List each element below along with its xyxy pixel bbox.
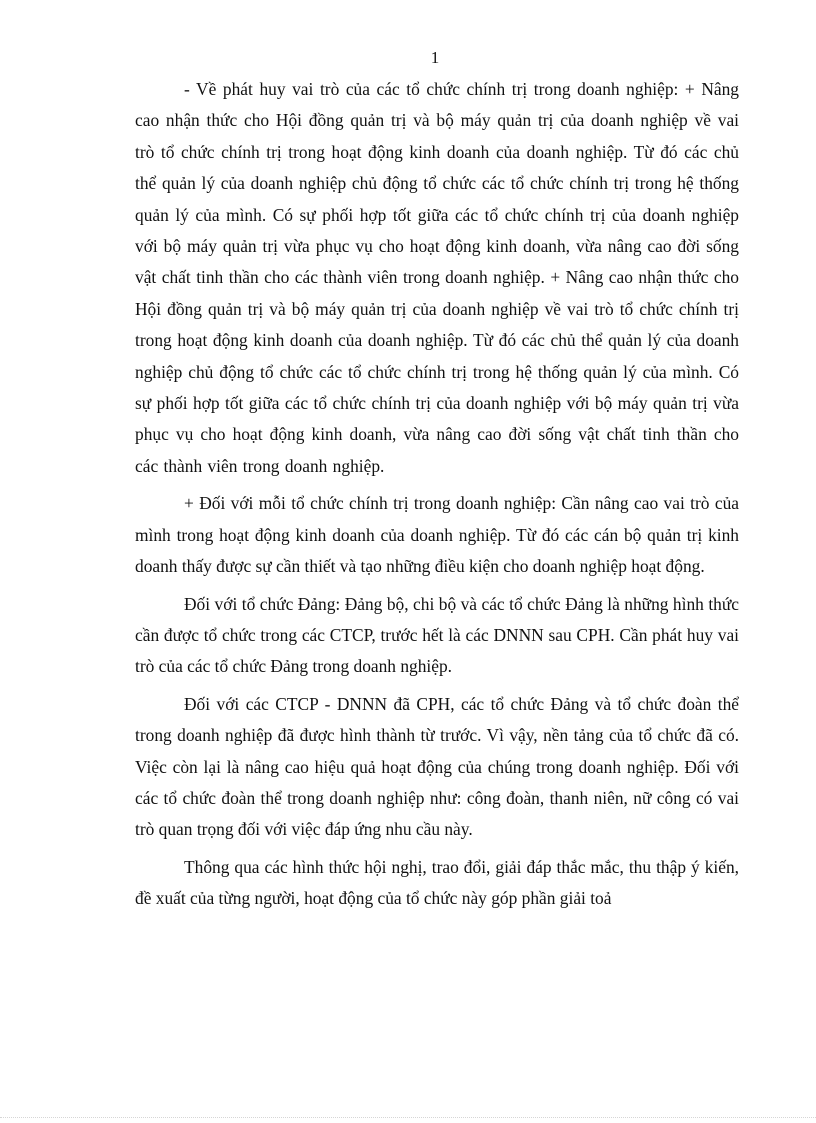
paragraph-each-political-organization: + Đối với mỗi tổ chức chính trị trong doanh nghiệp: Cần nâng cao vai trò của mình trong hoạt động kinh doanh của doanh nghiệp. Từ đó các cán bộ quản trị kinh doanh thấy được sự cần thiết và tạo những điều kiện cho doanh nghiệp hoạt động. [135,493,739,577]
paragraph-political-organizations: - Về phát huy vai trò của các tổ chức chính trị trong doanh nghiệp: + Nâng cao nhận thức cho Hội đồng quản trị và bộ máy quản trị của doanh nghiệp về vai trò tổ chức chính trị trong hoạt động kinh doanh của doanh nghiệp. Từ đó các chủ thể quản lý của doanh nghiệp chủ động tổ chức các tổ chức chính trị trong hệ thống quản lý của mình. Có sự phối hợp tốt giữa các tổ chức chính trị của doanh nghiệp với bộ máy quản trị vừa phục vụ cho hoạt động kinh doanh, vừa nâng cao đời sống vật chất tinh thần cho các thành viên trong doanh nghiệp. + Nâng cao nhận thức cho Hội đồng quản trị và bộ máy quản trị của doanh nghiệp về vai trò tổ chức chính trị trong hoạt động kinh doanh của doanh nghiệp. Từ đó các chủ thể quản lý của doanh nghiệp chủ động tổ chức các tổ chức chính trị trong hệ thống quản lý của mình. Có sự phối hợp tốt giữa các tổ chức chính trị của doanh nghiệp với bộ máy quản trị vừa phục vụ cho hoạt động kinh doanh, vừa nâng cao đời sống vật chất tinh thần cho các thành viên trong doanh nghiệp. [135,79,739,476]
paragraph-conference-forms: Thông qua các hình thức hội nghị, trao đổi, giải đáp thắc mắc, thu thập ý kiến, đề xuất của từng người, hoạt động của tổ chức này góp phần giải toả [135,856,739,909]
paragraph-party-organization: Đối với tổ chức Đảng: Đảng bộ, chi bộ và các tổ chức Đảng là những hình thức cần được tổ chức trong các CTCP, trước hết là các DNNN sau CPH. Cần phát huy vai trò của các tổ chức Đảng trong doanh nghiệp. [135,593,739,677]
page-number: 1 [430,48,440,67]
paragraph-ctcp-dnnn: Đối với các CTCP - DNNN đã CPH, các tổ chức Đảng và tổ chức đoàn thể trong doanh nghiệp đã được hình thành từ trước. Vì vậy, nền tảng của tổ chức đã có. Việc còn lại là nâng cao hiệu quả hoạt động của chúng trong doanh nghiệp. Đối với các tổ chức đoàn thể trong doanh nghiệp như: công đoàn, thanh niên, nữ công có vai trò quan trọng đối với việc đáp ứng nhu cầu này. [135,693,739,840]
page-bottom-divider [0,1117,816,1118]
document-body [135,74,739,915]
